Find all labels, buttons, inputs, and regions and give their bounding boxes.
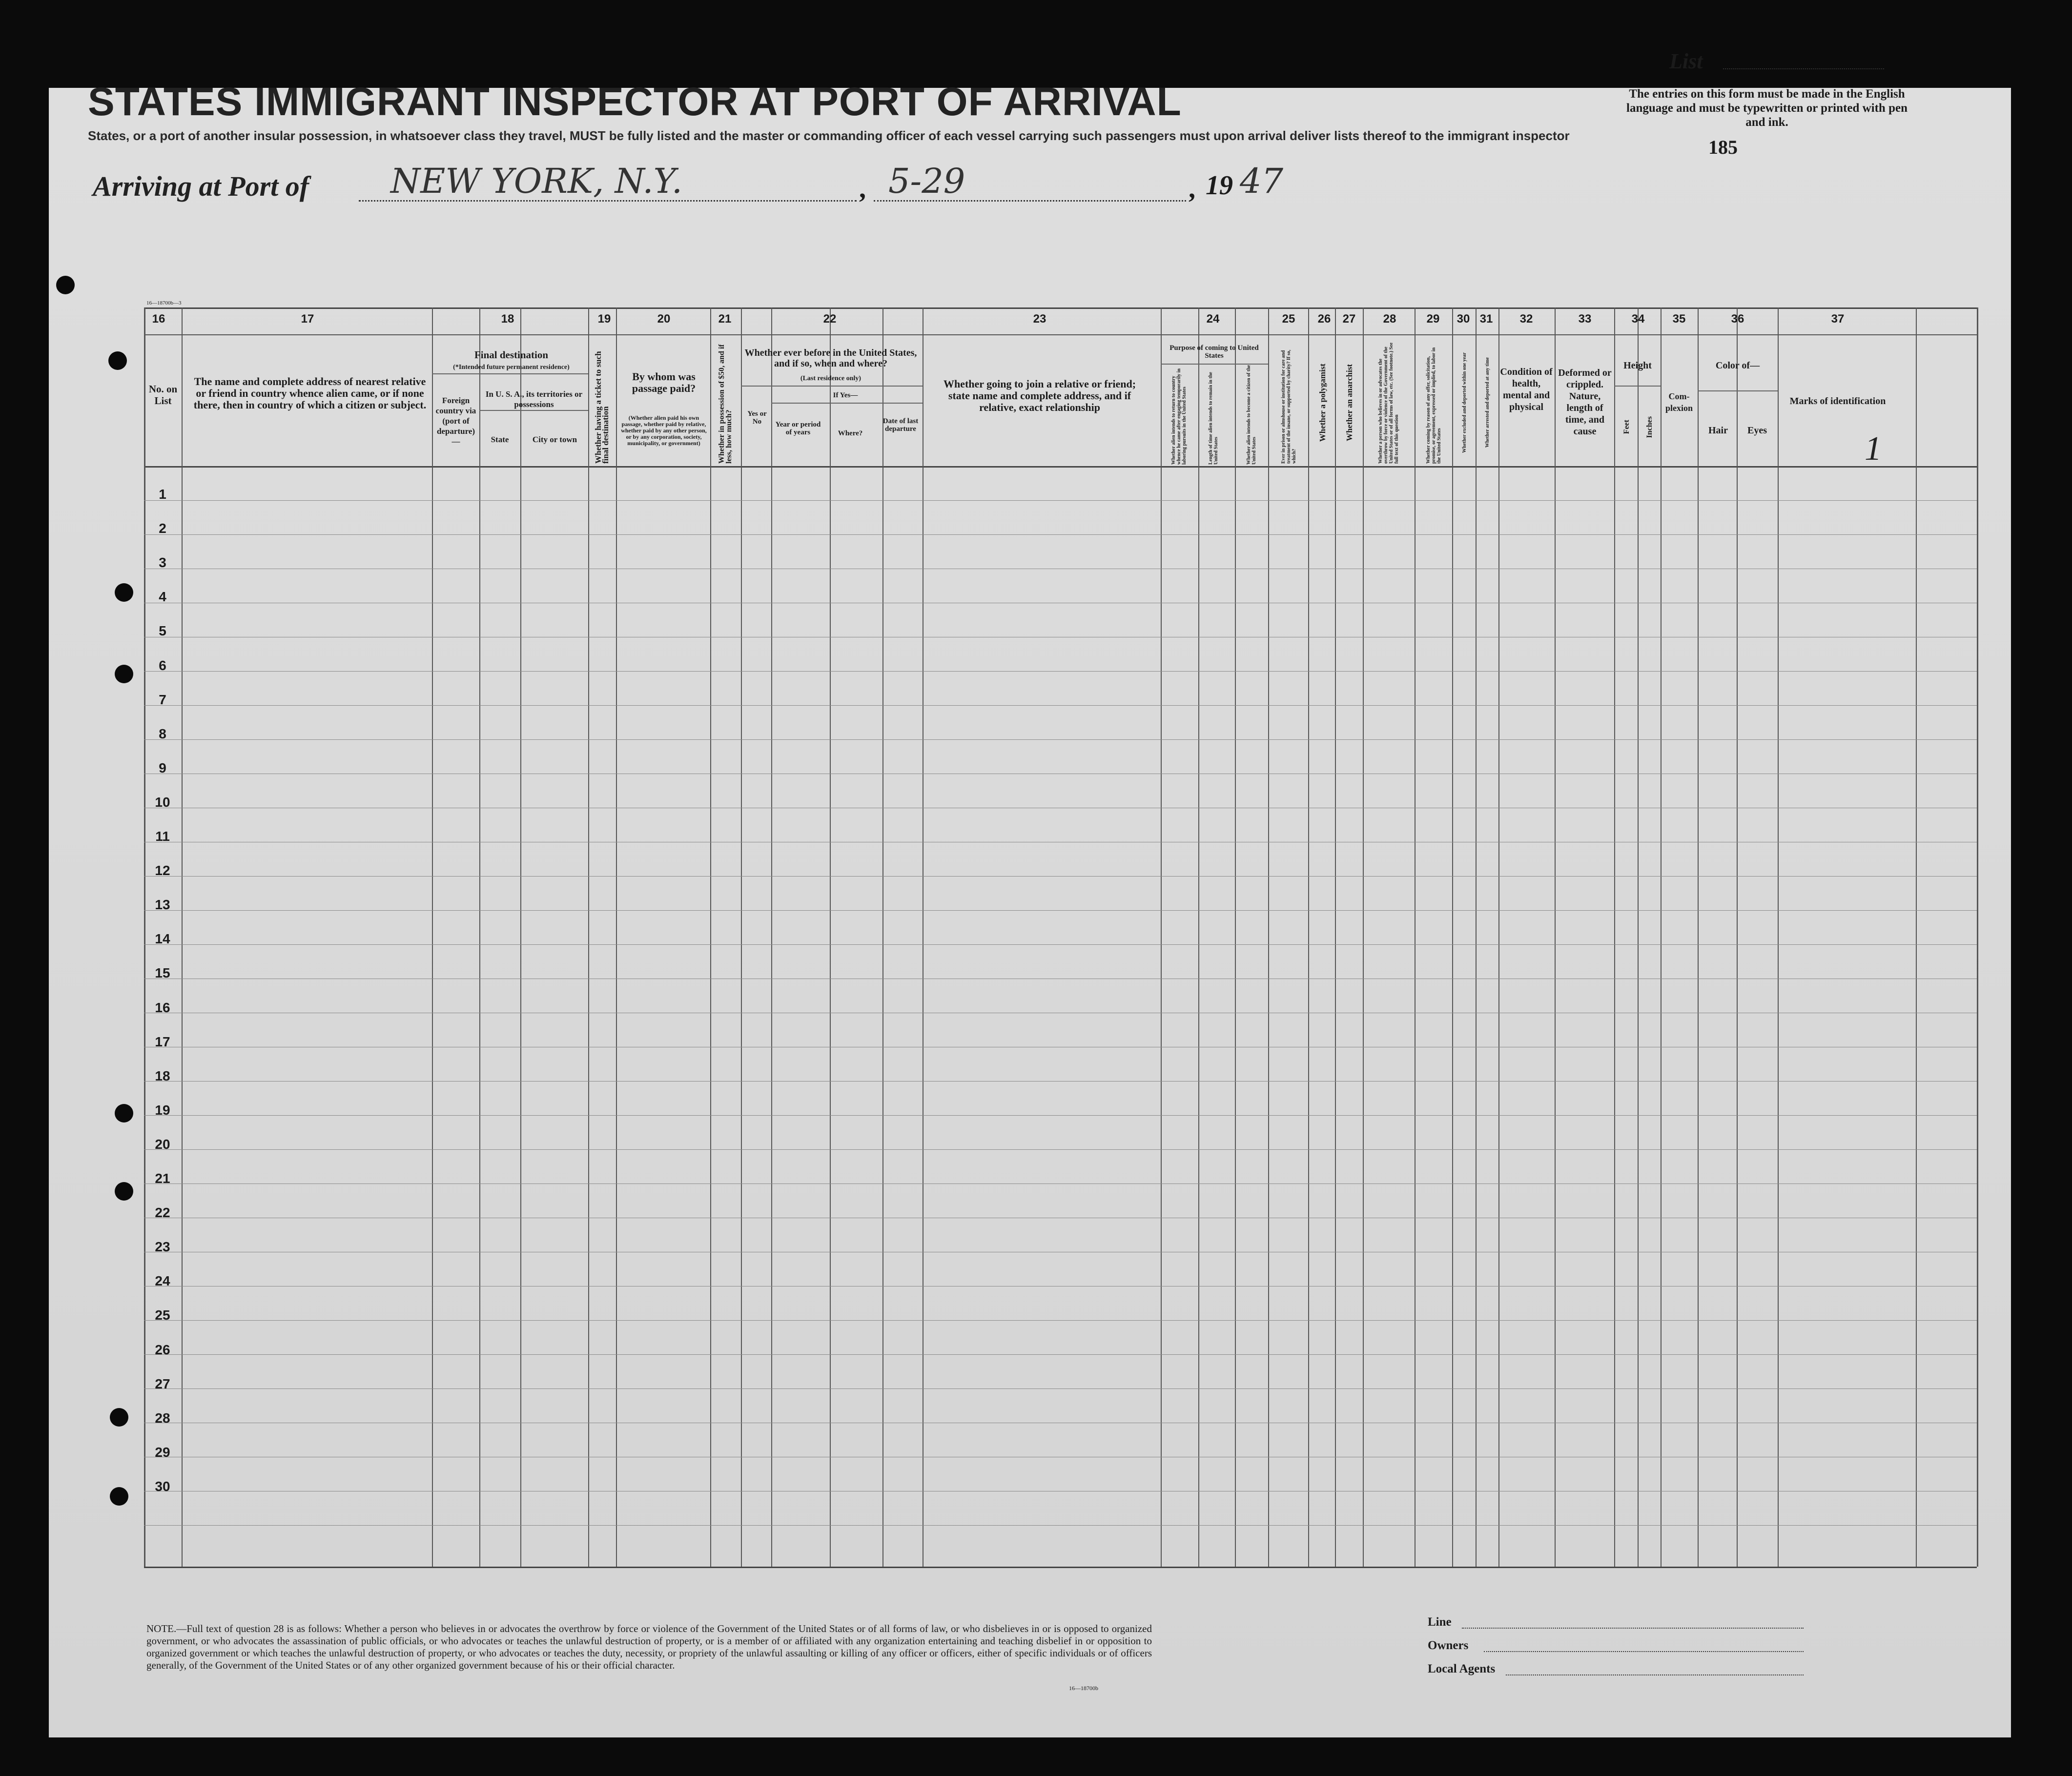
footer-line-field (1462, 1628, 1804, 1629)
col-num-34: 34 (1631, 312, 1645, 326)
header-where: Where? (838, 429, 863, 437)
header-color-of: Color of— (1715, 360, 1760, 371)
grid-rule (1614, 307, 1615, 1567)
header-yes-no: Yes or No (747, 410, 767, 426)
arrival-port: NEW YORK, N.Y. (390, 161, 683, 201)
comma: , (859, 174, 866, 204)
row-number: 2 (159, 521, 166, 536)
grid-rule (1452, 307, 1453, 1567)
header-final-destination-note: (*Intended future permanent residence) (453, 364, 570, 371)
grid-rule (479, 410, 588, 411)
col-num-30: 30 (1457, 312, 1470, 326)
grid-rule (830, 307, 831, 1567)
col-num-21: 21 (718, 312, 732, 326)
footer-code: 16—18700b (1069, 1685, 1098, 1692)
grid-rule (144, 1354, 1977, 1355)
header-height: Height (1623, 360, 1652, 371)
col-num-29: 29 (1426, 312, 1440, 326)
header-ever-before-note: (Last residence only) (800, 375, 862, 382)
grid-rule (432, 307, 433, 1567)
header-30-cell (1454, 342, 1476, 464)
header-join-relative: Whether going to join a relative or friend; state name and complete address, and if relative, exact relationship (943, 378, 1136, 413)
header-possession-50: Whether in possession of $50, and if less, how much? (717, 344, 733, 464)
header-inches-cell (1639, 390, 1661, 464)
grid-rule (1498, 307, 1499, 1567)
row-number: 22 (155, 1205, 170, 1221)
header-26-cell (1310, 342, 1335, 464)
grid-rule (144, 1525, 1977, 1526)
header-29-cell (1416, 342, 1452, 464)
row-number: 7 (159, 692, 166, 707)
header-year-period: Year or period of years (775, 421, 821, 436)
grid-rule (1198, 307, 1199, 1567)
grid-rule (144, 466, 1977, 468)
footer-agents-field (1506, 1674, 1804, 1675)
col-num-19: 19 (597, 312, 611, 326)
grid-rule (1415, 307, 1416, 1567)
header-prison: Ever in prison or almshouse or institution for care and treatment of the insane, or supported by charity? If so, which? (1280, 349, 1297, 464)
row-number: 27 (155, 1376, 170, 1391)
row-number: 15 (155, 965, 170, 981)
col-num-16: 16 (152, 312, 165, 326)
col-num-23: 23 (1033, 312, 1046, 326)
header-polygamist: Whether a polygamist (1317, 363, 1327, 442)
form-title: STATES IMMIGRANT INSPECTOR AT PORT OF ARRIVAL (88, 80, 1182, 124)
grid-rule (1308, 307, 1309, 1567)
question-28-note: NOTE.—Full text of question 28 is as follows: Whether a person who believes in or advocates the overthrow by force or violence of the Government of the United States or of all forms of law, or who disbelieves in or is opposed to organized government, or who advocates the assassination of public officials, or who advocates or teaches the unlawful destruction of property, or is a member of or affiliated with any organization entertaining and teaching disbelief in or opposition to organized government or which teaches the unlawful destruction of property, or who advocates or teaches the duty, necessity, or propriety of the unlawful assaulting or killing of any officer or officers, either of specific individuals or of officers generally, of the Government of the United States or of any other organized government because of his or their official character. (146, 1623, 1152, 1671)
col-num-32: 32 (1519, 312, 1533, 326)
row-number: 23 (155, 1239, 170, 1255)
grid-rule (616, 307, 617, 1567)
row-number: 10 (155, 794, 170, 810)
header-25-cell (1269, 342, 1308, 464)
handwritten-mark: 1 (1865, 430, 1882, 468)
header-passage-paid: By whom was passage paid? (632, 370, 696, 394)
row-number: 14 (155, 931, 170, 947)
header-if-yes: If Yes— (833, 391, 858, 399)
grid-rule (432, 373, 588, 374)
header-offer-labor: Whether coming by reason of any offer, solicitation, promise, or agreement, expressed or implied, to labor in the United States (1426, 347, 1442, 464)
grid-rule (144, 1149, 1977, 1150)
grid-rule (1661, 307, 1662, 1567)
header-ever-before: Whether ever before in the United States, and if so, when and where? (744, 347, 917, 369)
col-num-18: 18 (501, 312, 514, 326)
header-final-destination: Final destination (474, 349, 549, 361)
header-28-cell (1364, 342, 1413, 464)
grid-rule (1977, 307, 1978, 1567)
grid-rule (1737, 307, 1738, 1567)
row-number: 30 (155, 1478, 170, 1494)
arrival-date: 5-29 (888, 161, 965, 201)
arriving-label: Arriving at Port of (93, 170, 309, 202)
grid-rule (1698, 307, 1699, 1567)
grid-rule (1698, 390, 1778, 391)
arrival-year: 47 (1240, 161, 1284, 201)
header-complexion: Com-plexion (1665, 391, 1693, 413)
grid-rule (144, 307, 145, 1567)
form-subtitle: States, or a port of another insular possession, in whatsoever class they travel, MUST be fully listed and the master or commanding officer of each vessel carrying such passengers must upon arrival deliver lists thereof to the immigrant inspector (88, 128, 1570, 143)
header-eyes: Eyes (1747, 425, 1767, 436)
header-27-cell (1336, 342, 1362, 464)
col-num-28: 28 (1383, 312, 1396, 326)
header-excluded: Whether excluded and deported within one year (1462, 352, 1467, 453)
header-hair: Hair (1708, 425, 1728, 436)
grid-rule (741, 307, 742, 1567)
row-number: 13 (155, 897, 170, 913)
footer-agents-label: Local Agents (1428, 1662, 1496, 1675)
header-24c-cell (1235, 362, 1268, 465)
col-num-33: 33 (1578, 312, 1592, 326)
header-24b: Length of time alien intends to remain in the United States (1208, 372, 1219, 465)
row-number: 4 (159, 589, 166, 605)
header-no-on-list: No. on List (148, 383, 178, 407)
header-feet: Feet (1622, 420, 1631, 434)
grid-rule (1363, 307, 1364, 1567)
row-number: 9 (159, 760, 166, 776)
grid-rule (1335, 307, 1336, 1567)
grid-rule (144, 876, 1977, 877)
header-purpose: Purpose of coming to United States (1169, 344, 1259, 360)
grid-rule (741, 386, 923, 387)
row-number: 28 (155, 1410, 170, 1426)
year-prefix: 19 (1206, 170, 1233, 201)
form-code: 16—18700b—3 (146, 300, 182, 306)
header-50-cell (712, 342, 739, 464)
grid-rule (144, 534, 1977, 535)
col-num-24: 24 (1206, 312, 1220, 326)
grid-rule (144, 1115, 1977, 1116)
grid-rule (1268, 307, 1269, 1567)
grid-rule (144, 705, 1977, 706)
col-num-20: 20 (657, 312, 671, 326)
row-number: 6 (159, 657, 166, 673)
grid-rule (771, 307, 772, 1567)
list-number: 185 (1708, 136, 1738, 158)
row-number: 16 (155, 1000, 170, 1015)
header-city: City or town (532, 435, 577, 444)
grid-rule (771, 403, 923, 404)
grid-rule (710, 307, 711, 1567)
grid-rule (144, 500, 1977, 501)
row-number: 12 (155, 863, 170, 878)
col-num-25: 25 (1282, 312, 1295, 326)
header-foreign-country: Foreign country via (port of departure)— (435, 396, 476, 446)
row-number: 19 (155, 1102, 170, 1118)
row-number: 25 (155, 1307, 170, 1323)
grid-rule (1778, 307, 1779, 1567)
grid-rule (1235, 307, 1236, 1567)
footer-line-label: Line (1428, 1615, 1452, 1629)
header-marks: Marks of identification (1789, 396, 1886, 407)
header-ticket: Whether having a ticket to such final destination (594, 351, 610, 464)
grid-rule (144, 307, 1977, 309)
grid-rule (1555, 307, 1556, 1567)
grid-rule (1161, 307, 1162, 1567)
row-number: 24 (155, 1273, 170, 1289)
header-24a: Whether alien intends to return to country whence he came after engaging temporarily in laboring pursuits in the United States (1170, 368, 1187, 465)
comma: , (1189, 174, 1195, 204)
header-24c: Whether alien intends to become a citizen of the United States (1246, 365, 1257, 465)
header-24a-cell (1162, 362, 1196, 465)
grid-rule (144, 671, 1977, 672)
row-number: 3 (159, 555, 166, 571)
row-number: 18 (155, 1068, 170, 1083)
header-date-departure: Date of last departure (882, 417, 919, 433)
header-inches: Inches (1645, 416, 1654, 438)
row-number: 21 (155, 1171, 170, 1186)
footer-owners-label: Owners (1428, 1639, 1469, 1652)
header-arrested: Whether arrested and deported at any time (1485, 357, 1490, 448)
grid-rule (144, 944, 1977, 945)
header-health: Condition of health, mental and physical (1500, 367, 1553, 412)
header-ticket-cell (590, 342, 614, 464)
grid-rule (1614, 386, 1661, 387)
footer-owners-field (1484, 1651, 1804, 1652)
grid-rule (1638, 307, 1639, 1567)
row-number: 11 (155, 829, 170, 844)
form-instructions: The entries on this form must be made in the English language and must be typewritten or printed with pen and ink. (1626, 87, 1908, 129)
col-num-36: 36 (1731, 312, 1744, 326)
header-nearest-relative: The name and complete address of nearest relative or friend in country whence alien came, or if none there, then in country of which a citizen or subject. (193, 375, 427, 411)
header-anarchist: Whether an anarchist (1344, 364, 1354, 442)
col-num-17: 17 (301, 312, 314, 326)
col-num-22: 22 (823, 312, 837, 326)
grid-rule (479, 307, 480, 1567)
header-24b-cell (1197, 362, 1230, 465)
header-deformed: Deformed or crippled. Nature, length of time, and cause (1558, 367, 1612, 437)
row-number: 20 (155, 1136, 170, 1152)
col-num-35: 35 (1672, 312, 1686, 326)
grid-rule (588, 307, 589, 1567)
grid-rule (144, 739, 1977, 740)
header-state: State (491, 435, 509, 444)
header-in-usa: In U. S. A., its territories or possessions (485, 389, 583, 409)
grid-rule (144, 910, 1977, 911)
col-num-31: 31 (1479, 312, 1493, 326)
row-number: 1 (159, 487, 166, 502)
grid-rule (1476, 307, 1477, 1567)
col-num-27: 27 (1342, 312, 1356, 326)
grid-rule (144, 334, 1977, 335)
row-number: 5 (159, 623, 166, 639)
header-passage-note: (Whether alien paid his own passage, whether paid by relative, whether paid by any other person, or by any corporation, society, municipality, or government) (621, 414, 707, 447)
row-number: 29 (155, 1444, 170, 1460)
list-label: List (1669, 49, 1703, 73)
grid-rule (144, 1567, 1977, 1568)
grid-rule (144, 1081, 1977, 1082)
col-num-37: 37 (1831, 312, 1845, 326)
grid-rule (144, 1320, 1977, 1321)
col-num-26: 26 (1317, 312, 1331, 326)
grid-rule (1916, 307, 1917, 1567)
row-number: 26 (155, 1342, 170, 1357)
grid-rule (144, 1388, 1977, 1389)
header-feet-cell (1616, 390, 1638, 464)
row-number: 17 (155, 1034, 170, 1049)
row-number: 8 (159, 726, 166, 741)
header-31-cell (1477, 342, 1498, 464)
grid-rule (882, 307, 883, 1567)
header-overthrow: Whether a person who believes in or advocates the overthrow by force or violence of the Government of the United States or of all forms of law, etc. (See footnote.) See full text of this question (1378, 342, 1399, 464)
grid-rule (520, 307, 521, 1567)
grid-rule (182, 307, 183, 1567)
